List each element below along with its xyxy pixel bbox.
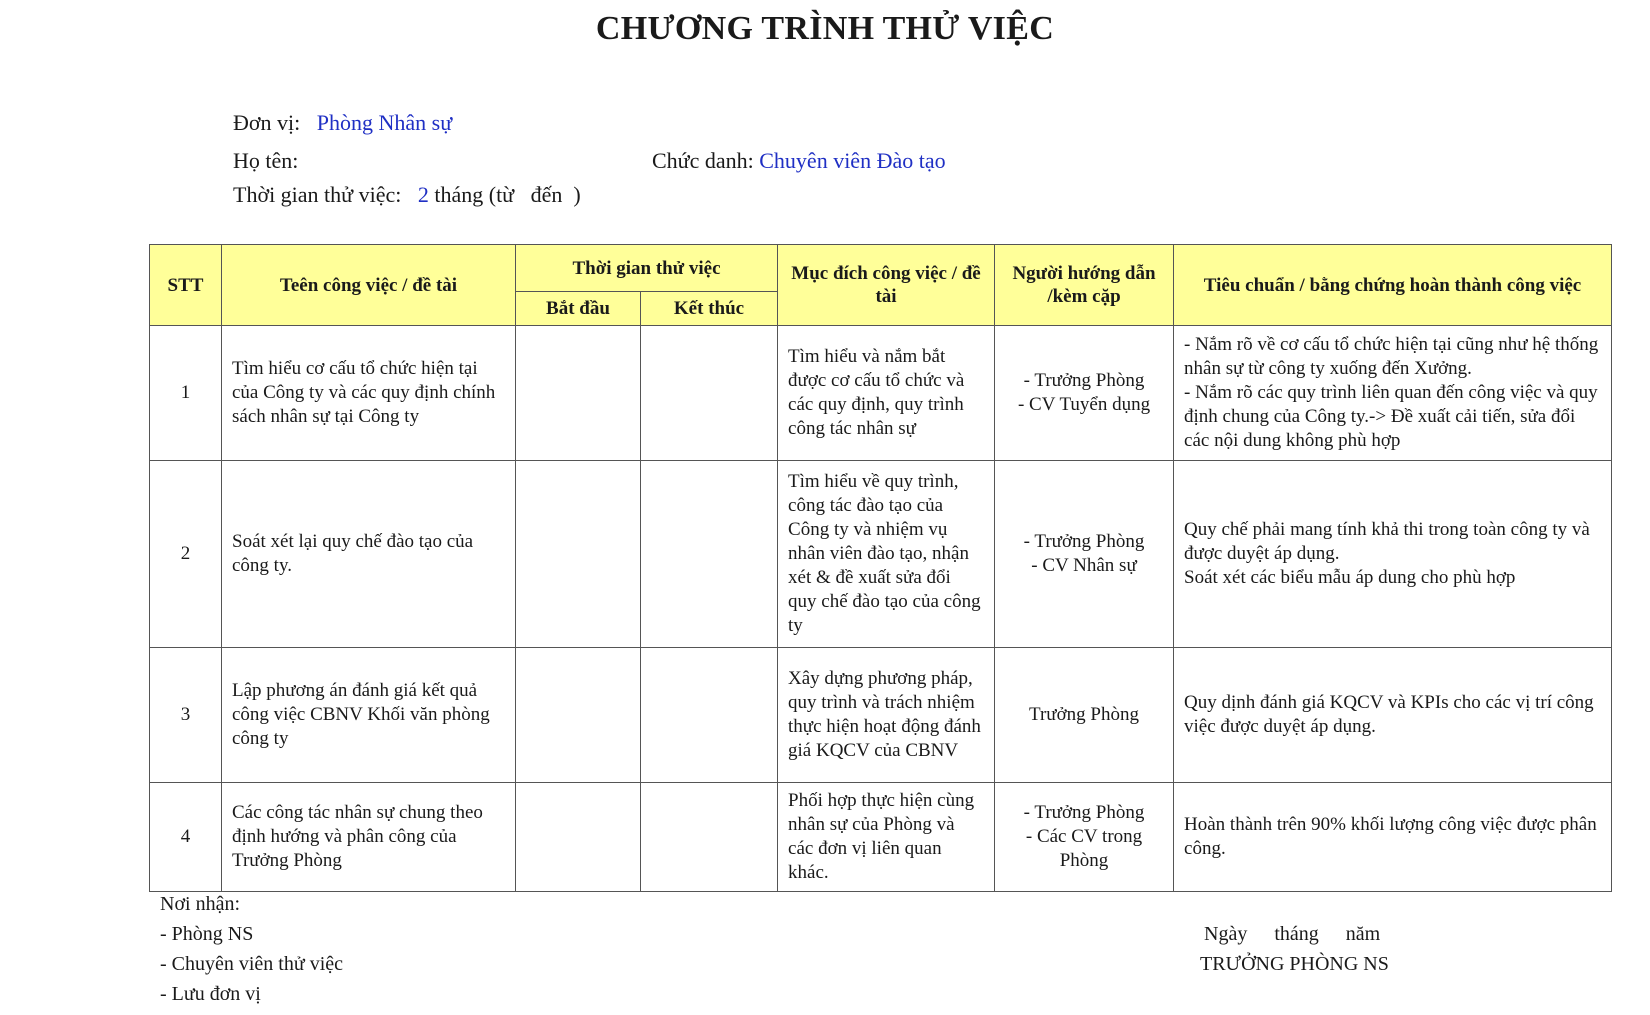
- recipient-item: - Phòng NS: [160, 923, 254, 945]
- cell-stt: 3: [150, 648, 222, 783]
- header-mentor: Người hướng dẫn /kèm cặp: [995, 245, 1174, 326]
- position-row: [652, 148, 946, 174]
- cell-criteria: Quy chế phải mang tính khả thi trong toàn công ty và được duyệt áp dụng. Soát xét các biểu mẫu áp dung cho phù hợp: [1174, 461, 1612, 648]
- recipient-item: - Lưu đơn vị: [160, 983, 261, 1005]
- name-row: [233, 148, 298, 174]
- cell-end: [641, 461, 778, 648]
- name-label: Họ tên:: [233, 148, 299, 173]
- unit-row: [233, 110, 452, 136]
- period-label: Thời gian thử việc:: [233, 182, 402, 207]
- cell-task: Lập phương án đánh giá kết quả công việc CBNV Khối văn phòng công ty: [222, 648, 516, 783]
- cell-criteria: - Nắm rõ về cơ cấu tổ chức hiện tại cũng như hệ thống nhân sự từ công ty xuống đến Xưởng. - Nắm rõ các quy trình liên quan đến công việc và quy định chung của Công ty.-> Đề xuất cải tiến, sửa đổi các nội dung không phù hợp: [1174, 326, 1612, 461]
- signer-title: TRƯỞNG PHÒNG NS: [1200, 953, 1389, 975]
- cell-purpose: Tìm hiểu và nắm bắt được cơ cấu tổ chức và các quy định, quy trình công tác nhân sự: [778, 326, 995, 461]
- cell-mentor: - Trưởng Phòng - Các CV trong Phòng: [995, 783, 1174, 892]
- cell-criteria: Hoàn thành trên 90% khối lượng công việc được phân công.: [1174, 783, 1612, 892]
- cell-mentor: - Trưởng Phòng - CV Tuyển dụng: [995, 326, 1174, 461]
- unit-value: Phòng Nhân sự: [316, 110, 453, 135]
- header-criteria: Tiêu chuẩn / bằng chứng hoàn thành công việc: [1174, 245, 1612, 326]
- header-end: Kết thúc: [641, 292, 778, 326]
- cell-purpose: Tìm hiểu về quy trình, công tác đào tạo của Công ty và nhiệm vụ nhân viên đào tạo, nhận xét & đề xuất sửa đổi quy chế đào tạo của công ty: [778, 461, 995, 648]
- cell-end: [641, 783, 778, 892]
- cell-stt: 2: [150, 461, 222, 648]
- cell-start: [516, 461, 641, 648]
- header-row: [150, 245, 1612, 292]
- position-value: Chuyên viên Đào tạo: [759, 148, 946, 173]
- table-row: [150, 461, 1612, 648]
- period-row: [233, 182, 581, 208]
- document-title: CHƯƠNG TRÌNH THỬ VIỆC: [595, 10, 1055, 47]
- header-start: Bắt đầu: [516, 292, 641, 326]
- cell-end: [641, 326, 778, 461]
- table-row: [150, 326, 1612, 461]
- header-task: Teên công việc / đề tài: [222, 245, 516, 326]
- recipients-label: Nơi nhận:: [160, 893, 241, 915]
- cell-task: Tìm hiểu cơ cấu tổ chức hiện tại của Công ty và các quy định chính sách nhân sự tại Công ty: [222, 326, 516, 461]
- unit-label: Đơn vị:: [233, 110, 301, 135]
- cell-start: [516, 648, 641, 783]
- cell-stt: 1: [150, 326, 222, 461]
- period-number: 2: [417, 182, 429, 207]
- cell-stt: 4: [150, 783, 222, 892]
- cell-start: [516, 783, 641, 892]
- table-row: [150, 648, 1612, 783]
- cell-mentor: - Trưởng Phòng - CV Nhân sự: [995, 461, 1174, 648]
- header-purpose: Mục đích công việc / đề tài: [778, 245, 995, 326]
- cell-purpose: Xây dựng phương pháp, quy trình và trách nhiệm thực hiện hoạt động đánh giá KQCV của CBNV: [778, 648, 995, 783]
- cell-purpose: Phối hợp thực hiện cùng nhân sự của Phòng và các đơn vị liên quan khác.: [778, 783, 995, 892]
- header-stt: STT: [150, 245, 222, 326]
- cell-start: [516, 326, 641, 461]
- cell-mentor: Trưởng Phòng: [995, 648, 1174, 783]
- recipient-item: - Chuyên viên thử việc: [160, 953, 344, 975]
- probation-plan-table: [149, 244, 1612, 892]
- position-label: Chức danh:: [652, 148, 754, 173]
- date-line: Ngày tháng năm: [1204, 923, 1381, 945]
- cell-criteria: Quy dịnh đánh giá KQCV và KPIs cho các vị trí công việc được duyệt áp dụng.: [1174, 648, 1612, 783]
- cell-task: Soát xét lại quy chế đào tạo của công ty.: [222, 461, 516, 648]
- cell-end: [641, 648, 778, 783]
- cell-task: Các công tác nhân sự chung theo định hướng và phân công của Trưởng Phòng: [222, 783, 516, 892]
- table-row: [150, 783, 1612, 892]
- period-text: tháng (từ đến ): [434, 182, 581, 207]
- header-time: Thời gian thử việc: [516, 245, 778, 292]
